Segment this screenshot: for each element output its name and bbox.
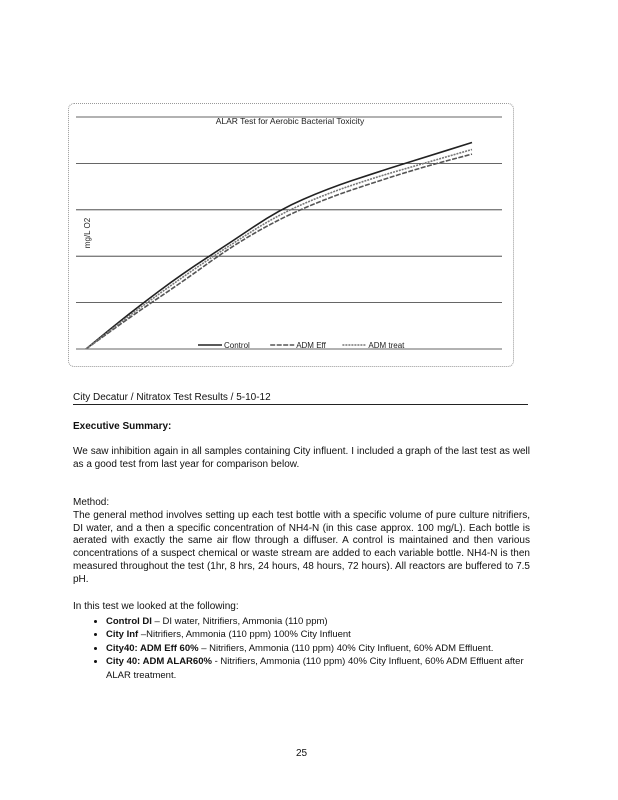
bullet-text: –Nitrifiers, Ammonia (110 ppm) 100% City Influent xyxy=(138,629,351,641)
y-axis-label: mg/L O2 xyxy=(83,217,92,249)
test-results-caption: City Decatur / Nitratox Test Results / 5-10-12 xyxy=(73,392,528,405)
legend-label: ADM treat xyxy=(368,341,405,350)
chart-gridlines xyxy=(76,117,502,349)
bullet-label: City40: ADM Eff 60% xyxy=(106,642,199,654)
method-heading: Method: xyxy=(73,497,110,508)
chart-series-layer xyxy=(86,143,472,349)
bullet-text: - Nitrifiers, Ammonia (110 ppm) 40% City Influent, 60% ADM Effluent after ALAR treatment. xyxy=(106,656,524,681)
list-intro-text: In this test we looked at the following: xyxy=(73,601,239,612)
legend-label: ADM Eff xyxy=(296,341,326,350)
aerobic-toxicity-chart xyxy=(68,103,512,365)
bullet-text: – DI water, Nitrifiers, Ammonia (110 ppm) xyxy=(151,616,328,627)
series-line-adm-treat xyxy=(86,149,472,349)
legend-label: Control xyxy=(224,341,250,350)
bullet-text: – Nitrifiers, Ammonia (110 ppm) 40% City Influent, 60% ADM Effluent. xyxy=(198,642,494,654)
executive-summary-text: We saw inhibition again in all samples containing City influent. I included a graph of the last test as well as a good test from last year for comparison below. xyxy=(73,446,530,470)
page-number: 25 xyxy=(296,748,308,759)
bullet-label: City Inf xyxy=(106,629,139,641)
method-text: The general method involves setting up each test bottle with a specific volume of pure culture nitrifiers, DI water, and a then a specific concentration of NH4-N (in this case approx. 100 mg/L). Each bottle is aerated with exactly the same air flow through a diffuser. A control is maintained and then various concentrations of a suspect chemical or waste stream are added to each variable bottle. NH4-N is then measured throughout the test (1hr, 8 hrs, 24 hours, 48 hours, 72 hours). All reactors are buffered to 7.5 pH. xyxy=(73,510,530,585)
list-item xyxy=(106,642,546,655)
list-item xyxy=(106,655,546,682)
chart-title: ALAR Test for Aerobic Bacterial Toxicity xyxy=(215,116,365,126)
bullet-label: City 40: ADM ALAR60% xyxy=(106,656,212,668)
executive-summary-heading: Executive Summary: xyxy=(73,421,172,432)
sample-list xyxy=(88,615,546,682)
series-line-control xyxy=(86,143,472,349)
chart-legend xyxy=(198,341,405,350)
list-item xyxy=(106,628,546,641)
bullet-label: Control DI xyxy=(106,616,152,627)
list-item xyxy=(106,615,546,628)
series-line-adm-eff xyxy=(86,154,472,349)
